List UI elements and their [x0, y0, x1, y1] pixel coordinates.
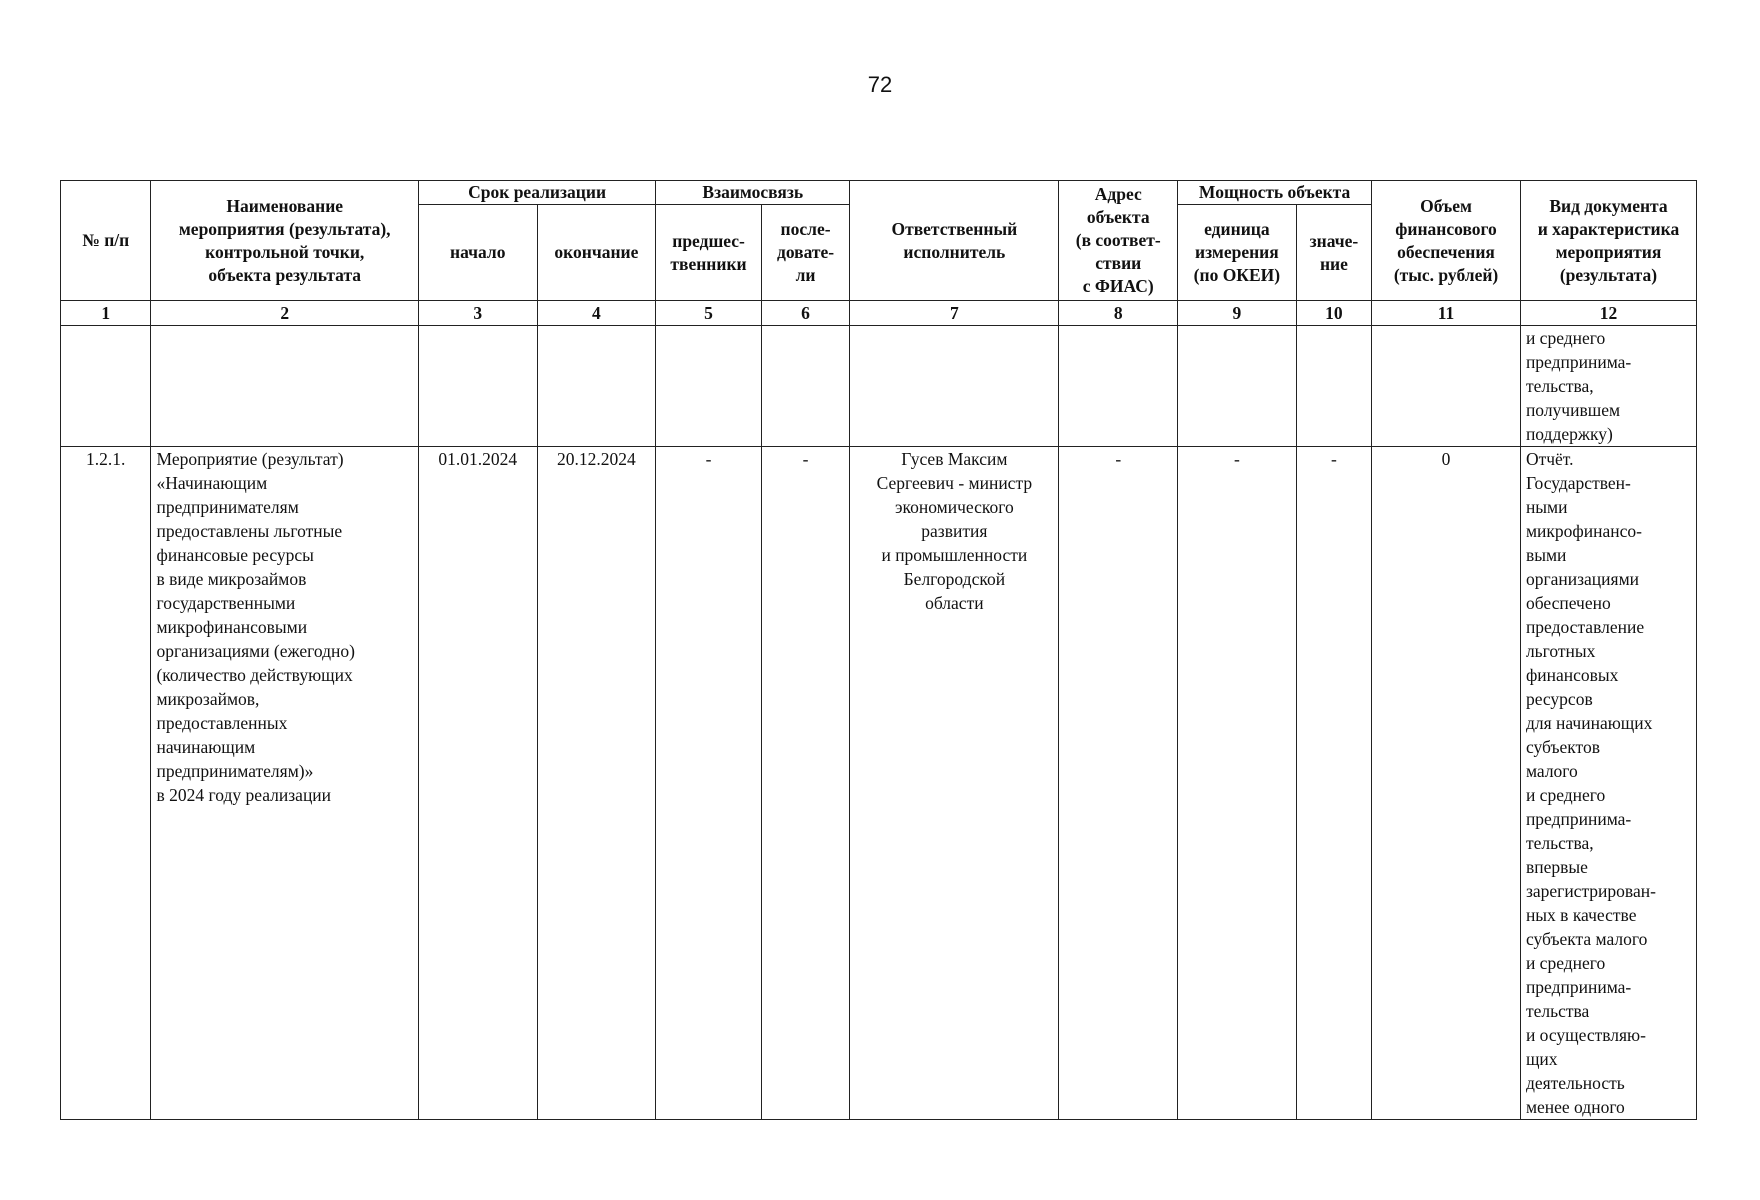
cell-num: 1.2.1.: [61, 447, 151, 1120]
activity-plan-table: [60, 180, 1697, 1120]
column-number: 3: [418, 301, 537, 326]
cell-name: Мероприятие (результат) «Начинающим предпринимателям предоставлены льготные финансовые ресурсы в виде микрозаймов государственными микрофинансовыми организациями (ежегодно) (количество действующих микрозаймов, предоставленных начинающим предпринимателям)» в 2024 году реализации: [151, 447, 418, 1120]
header-value: значе- ние: [1296, 205, 1371, 301]
empty-cell: [761, 326, 849, 447]
continuation-row: [61, 326, 1697, 447]
header-funding: Объем финансового обеспечения (тыс. рублей): [1372, 181, 1521, 301]
column-number-row: [61, 301, 1697, 326]
cell-address: -: [1059, 447, 1178, 1120]
header-doc-type: Вид документа и характеристика мероприятия (результата): [1520, 181, 1696, 301]
column-number: 10: [1296, 301, 1371, 326]
page-number: 72: [867, 72, 893, 97]
empty-cell: [61, 326, 151, 447]
empty-cell: [1178, 326, 1297, 447]
cell-predecessors: -: [656, 447, 762, 1120]
header-responsible: Ответственный исполнитель: [850, 181, 1059, 301]
header-successors: после- довате- ли: [761, 205, 849, 301]
cell-start: 01.01.2024: [418, 447, 537, 1120]
cell-value: -: [1296, 447, 1371, 1120]
column-number: 4: [537, 301, 656, 326]
header-name: Наименование мероприятия (результата), контрольной точки, объекта результата: [151, 181, 418, 301]
column-number: 7: [850, 301, 1059, 326]
column-number: 1: [61, 301, 151, 326]
cell-funding: 0: [1372, 447, 1521, 1120]
header-predecessors: предшес- твенники: [656, 205, 762, 301]
cell-unit: -: [1178, 447, 1297, 1120]
header-period: Срок реализации: [418, 181, 655, 205]
empty-cell: [418, 326, 537, 447]
cell-doc-type-continuation: и среднего предпринима- тельства, получившем поддержку): [1520, 326, 1696, 447]
empty-cell: [656, 326, 762, 447]
header-start: начало: [418, 205, 537, 301]
column-number: 2: [151, 301, 418, 326]
empty-cell: [1059, 326, 1178, 447]
empty-cell: [1296, 326, 1371, 447]
header-num: № п/п: [61, 181, 151, 301]
table-row: [61, 447, 1697, 1120]
empty-cell: [537, 326, 656, 447]
header-unit: единица измерения (по ОКЕИ): [1178, 205, 1297, 301]
cell-doc-type: Отчёт. Государствен- ными микрофинансо- выми организациями обеспечено предоставление льготных финансовых ресурсов для начинающих субъектов малого и среднего предпринима- тельства, впервые зарегистрирован- ных в качестве субъекта малого и среднего предпринима- тельства и осуществляю- щих деятельность менее одного: [1520, 447, 1696, 1120]
header-address: Адрес объекта (в соответ- ствии с ФИАС): [1059, 181, 1178, 301]
cell-successors: -: [761, 447, 849, 1120]
column-number: 5: [656, 301, 762, 326]
column-number: 11: [1372, 301, 1521, 326]
header-end: окончание: [537, 205, 656, 301]
empty-cell: [1372, 326, 1521, 447]
cell-end: 20.12.2024: [537, 447, 656, 1120]
column-number: 12: [1520, 301, 1696, 326]
column-number: 6: [761, 301, 849, 326]
cell-responsible: Гусев Максим Сергеевич - министр экономического развития и промышленности Белгородской области: [850, 447, 1059, 1120]
column-number: 9: [1178, 301, 1297, 326]
empty-cell: [151, 326, 418, 447]
header-relation: Взаимосвязь: [656, 181, 850, 205]
empty-cell: [850, 326, 1059, 447]
header-capacity: Мощность объекта: [1178, 181, 1372, 205]
column-number: 8: [1059, 301, 1178, 326]
header-row-top: [61, 181, 1697, 205]
